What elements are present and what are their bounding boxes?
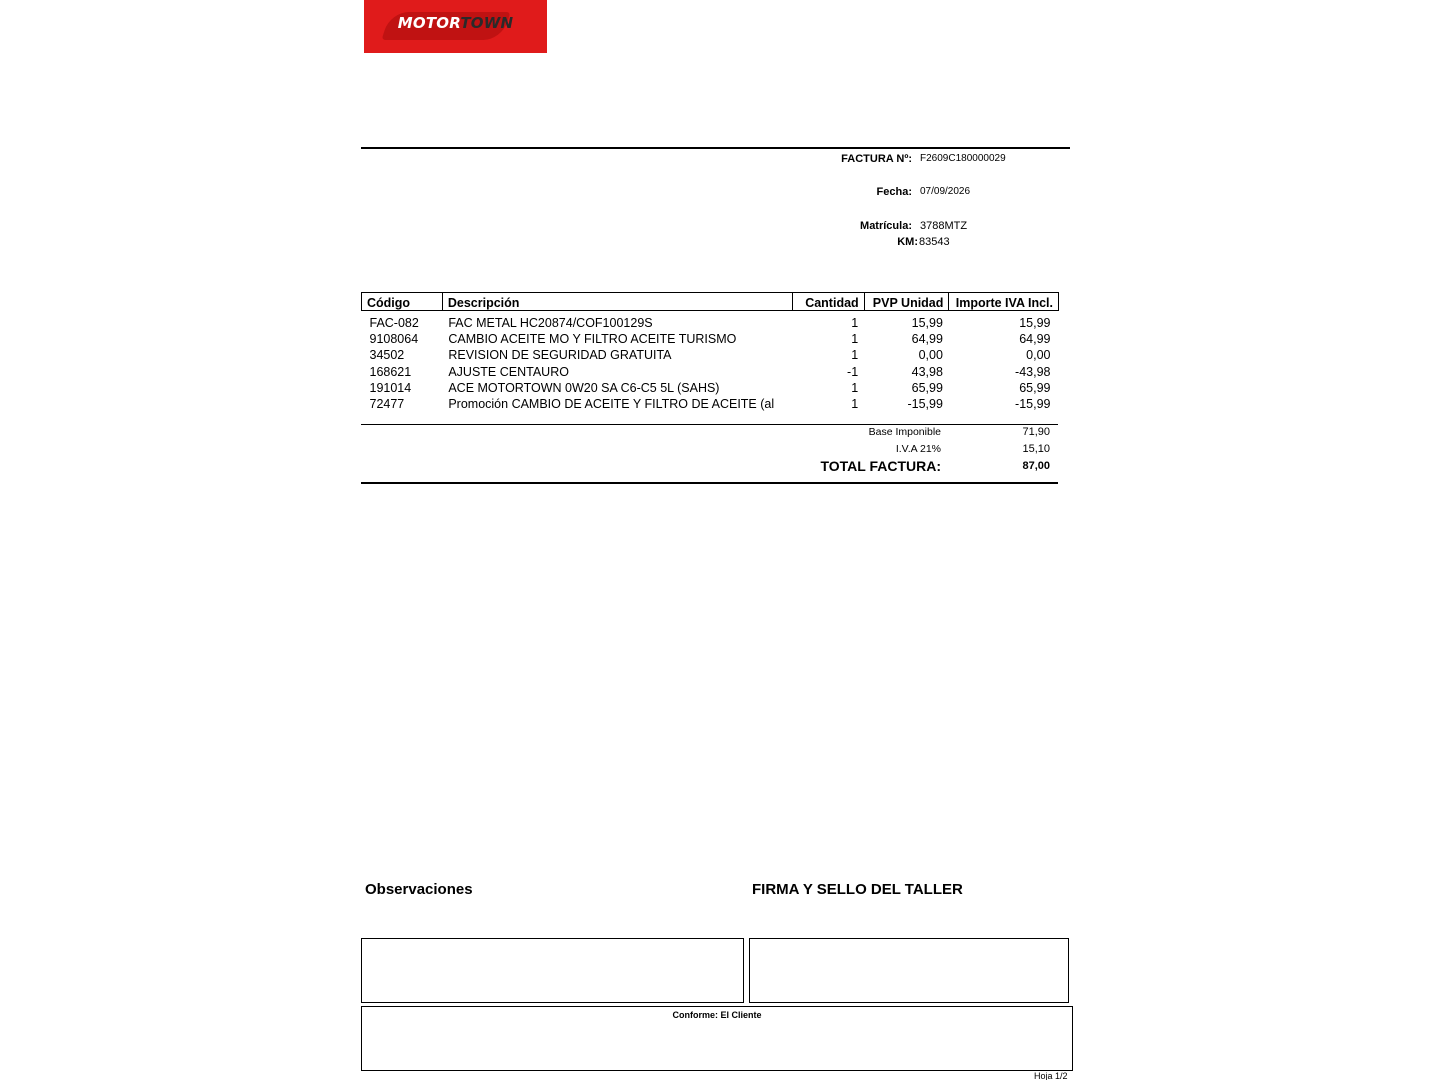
row-amount: 0,00 xyxy=(1026,348,1051,363)
row-quantity: 1 xyxy=(851,348,859,363)
logo-text xyxy=(364,14,547,32)
row-code: 34502 xyxy=(369,348,405,363)
observations-box xyxy=(361,938,744,1003)
iva-value: 15,10 xyxy=(1022,443,1050,455)
row-unit-price: 64,99 xyxy=(911,332,943,347)
base-imponible-value: 71,90 xyxy=(1022,426,1050,438)
invoice-number-label: FACTURA Nº: xyxy=(841,153,912,165)
row-unit-price: 43,98 xyxy=(911,364,943,379)
row-amount: 65,99 xyxy=(1019,380,1051,395)
table-row xyxy=(362,315,1059,331)
logo-text-town: TOWN xyxy=(460,14,514,32)
iva-label: I.V.A 21% xyxy=(895,443,941,455)
row-code: 191014 xyxy=(369,380,412,395)
invoice-date-value: 07/09/2026 xyxy=(920,186,971,197)
row-unit-price: 0,00 xyxy=(918,348,943,363)
row-description: REVISION DE SEGURIDAD GRATUITA xyxy=(448,348,672,363)
page-number: Hoja 1/2 xyxy=(1034,1071,1068,1080)
row-description: FAC METAL HC20874/COF100129S xyxy=(448,316,653,331)
header-description: Descripción xyxy=(442,293,792,311)
row-quantity: 1 xyxy=(851,332,859,347)
base-imponible-label: Base Imponible xyxy=(868,426,941,438)
table-header-row xyxy=(362,293,1059,311)
logo-text-motor: MOTOR xyxy=(397,14,461,32)
row-code: 168621 xyxy=(369,364,412,379)
row-description: CAMBIO ACEITE MO Y FILTRO ACEITE TURISMO xyxy=(448,332,737,347)
signature-title: FIRMA Y SELLO DEL TALLER xyxy=(752,881,963,898)
customer-conformity-box xyxy=(361,1006,1073,1071)
row-amount: -43,98 xyxy=(1015,364,1051,379)
observations-title: Observaciones xyxy=(365,881,473,898)
row-description: Promoción CAMBIO DE ACEITE Y FILTRO DE ACEITE (al xyxy=(448,397,775,412)
table-row xyxy=(362,396,1059,412)
table-row xyxy=(362,380,1059,396)
row-description: AJUSTE CENTAURO xyxy=(448,364,569,379)
header-code: Código xyxy=(362,293,443,311)
header-quantity: Cantidad xyxy=(792,293,864,311)
row-quantity: 1 xyxy=(851,397,859,412)
customer-conformity-label: Conforme: El Cliente xyxy=(672,1010,762,1020)
motortown-logo xyxy=(364,0,547,53)
row-unit-price: -15,99 xyxy=(907,397,943,412)
header-divider xyxy=(361,147,1070,149)
row-code: FAC-082 xyxy=(369,316,419,331)
signature-box xyxy=(749,938,1069,1003)
header-amount: Importe IVA Incl. xyxy=(949,293,1059,311)
row-amount: 15,99 xyxy=(1019,316,1051,331)
row-unit-price: 65,99 xyxy=(911,380,943,395)
invoice-number-value: F2609C180000029 xyxy=(920,153,1006,164)
table-row xyxy=(362,331,1059,347)
row-code: 9108064 xyxy=(369,332,419,347)
row-amount: 64,99 xyxy=(1019,332,1051,347)
table-row xyxy=(362,347,1059,363)
km-value: 83543 xyxy=(919,236,950,248)
plate-value: 3788MTZ xyxy=(920,220,968,232)
total-factura-value: 87,00 xyxy=(1022,460,1050,472)
row-quantity: 1 xyxy=(851,316,859,331)
row-quantity: 1 xyxy=(851,380,859,395)
plate-label: Matrícula: xyxy=(860,220,912,232)
totals-top-divider xyxy=(361,424,1058,425)
row-quantity: -1 xyxy=(847,364,859,379)
totals-bottom-divider xyxy=(361,482,1058,484)
row-code: 72477 xyxy=(369,397,405,412)
table-row xyxy=(362,364,1059,380)
invoice-items-table xyxy=(361,292,1059,412)
row-unit-price: 15,99 xyxy=(911,316,943,331)
header-unit-price: PVP Unidad xyxy=(864,293,949,311)
total-factura-label: TOTAL FACTURA: xyxy=(820,458,941,474)
row-description: ACE MOTORTOWN 0W20 SA C6-C5 5L (SAHS) xyxy=(448,380,720,395)
row-amount: -15,99 xyxy=(1015,397,1051,412)
invoice-date-label: Fecha: xyxy=(876,186,912,198)
km-label: KM: xyxy=(897,236,918,248)
